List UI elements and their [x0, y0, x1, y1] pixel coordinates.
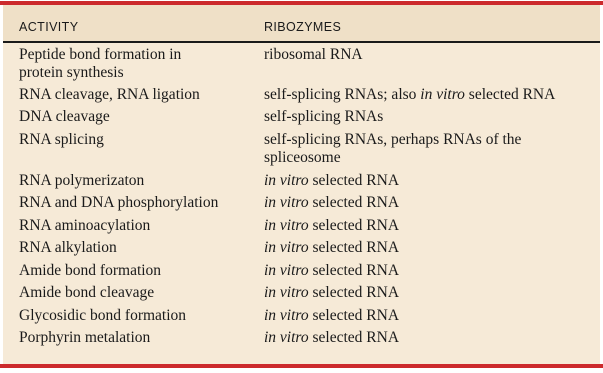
activity-cell: Porphyrin metalation — [19, 329, 151, 346]
ribozyme-cell — [264, 284, 598, 302]
activity-cell: DNA cleavage — [19, 108, 110, 125]
ribozyme-italic: in vitro — [264, 284, 309, 301]
ribozyme-cell — [264, 172, 598, 190]
activity-cell: RNA polymerizaton — [19, 172, 145, 189]
ribozyme-italic: in vitro — [264, 217, 309, 234]
ribozyme-tail: selected RNA — [464, 86, 556, 103]
ribozyme-italic: in vitro — [264, 262, 309, 279]
header-activity: ACTIVITY — [19, 20, 79, 34]
ribozyme-cell — [264, 86, 598, 104]
ribozyme-text: selected RNA — [308, 262, 400, 279]
ribozyme-table — [3, 5, 600, 364]
ribozyme-text: self-splicing RNAs — [264, 108, 384, 125]
ribozyme-text: selected RNA — [308, 329, 400, 346]
ribozyme-italic-2: in vitro — [420, 86, 465, 103]
activity-cell: RNA alkylation — [19, 239, 117, 256]
ribozyme-italic: in vitro — [264, 239, 309, 256]
ribozyme-italic: in vitro — [264, 194, 309, 211]
ribozyme-text: selected RNA — [308, 284, 400, 301]
header-divider — [3, 41, 600, 43]
ribozyme-cell — [264, 194, 598, 212]
ribozyme-cell — [264, 108, 598, 126]
activity-cell: Glycosidic bond formation — [19, 307, 187, 324]
ribozyme-cell — [264, 217, 598, 235]
ribozyme-text: self-splicing RNAs; also — [264, 86, 421, 103]
ribozyme-cell — [264, 329, 598, 347]
table-header — [3, 5, 600, 41]
activity-cell: RNA and DNA phosphorylation — [19, 194, 219, 211]
ribozyme-text: selected RNA — [308, 217, 400, 234]
activity-cell: Amide bond formation — [19, 262, 162, 279]
ribozyme-italic: in vitro — [264, 329, 309, 346]
activity-cell: RNA aminoacylation — [19, 217, 151, 234]
ribozyme-text: ribosomal RNA — [264, 46, 363, 63]
ribozyme-text: selected RNA — [308, 172, 400, 189]
activity-cell: Amide bond cleavage — [19, 284, 155, 301]
header-ribozymes: RIBOZYMES — [264, 20, 342, 34]
ribozyme-cell — [264, 131, 598, 167]
ribozyme-text: selected RNA — [308, 194, 400, 211]
ribozyme-text: selected RNA — [308, 239, 400, 256]
activity-cell: RNA cleavage, RNA ligation — [19, 86, 200, 103]
ribozyme-text: selected RNA — [308, 307, 400, 324]
bottom-red-rule — [0, 364, 603, 368]
ribozyme-cell — [264, 262, 598, 280]
activity-cell: RNA splicing — [19, 131, 104, 148]
activity-cell: Peptide bond formation in protein synthesis — [19, 46, 182, 81]
ribozyme-italic: in vitro — [264, 172, 309, 189]
ribozyme-italic: in vitro — [264, 307, 309, 324]
ribozyme-cell — [264, 307, 598, 325]
ribozyme-text: self-splicing RNAs, perhaps RNAs of the spliceosome — [264, 131, 522, 166]
ribozyme-cell — [264, 46, 598, 64]
ribozyme-cell — [264, 239, 598, 257]
